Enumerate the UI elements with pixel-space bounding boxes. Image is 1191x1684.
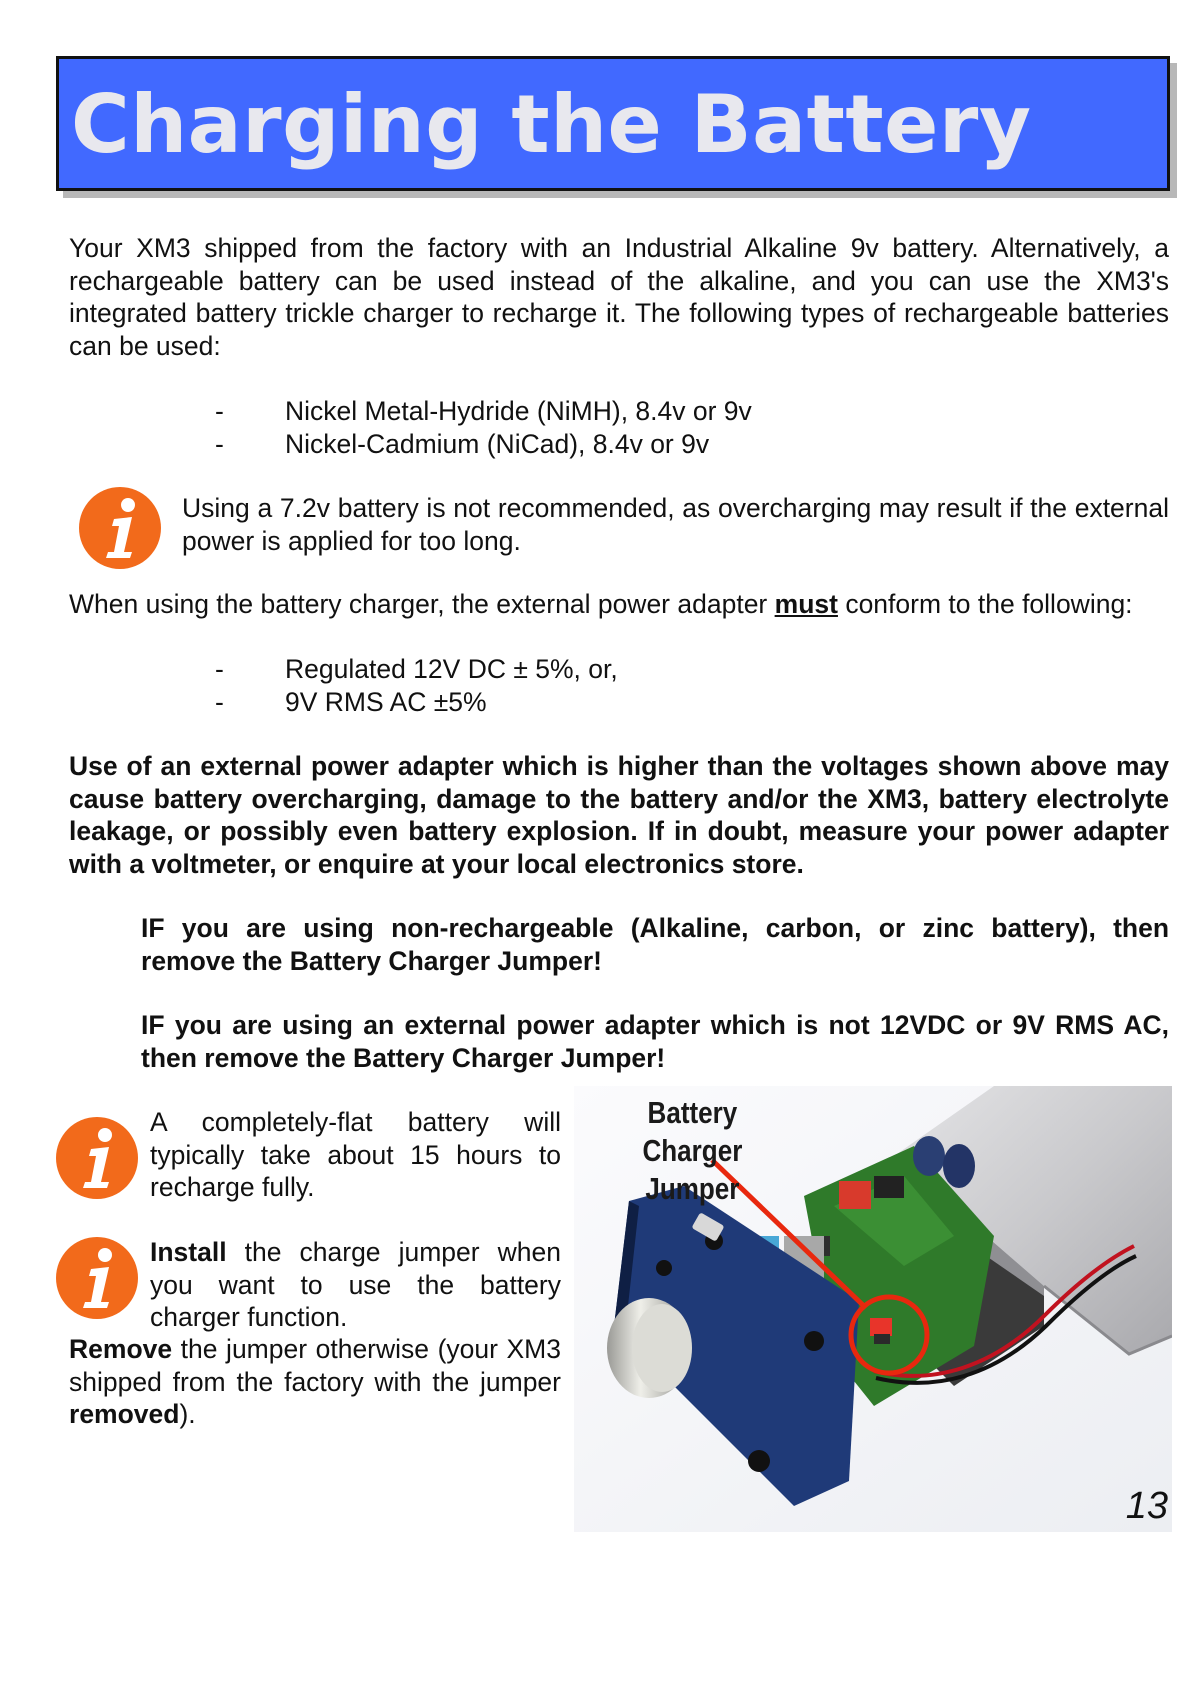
battery-type-nimh: Nickel Metal-Hydride (NiMH), 8.4v or 9v [285,396,752,426]
battery-types-list [69,395,1169,460]
note-flat-battery: A completely-flat battery will typically take about 15 hours to recharge fully. [150,1107,561,1202]
warning-paragraph: Use of an external power adapter which is higher than the voltages shown above may cause battery overcharging, damage to the battery and/or the XM3, battery electrolyte leakage, or possibly even battery explosion. If in doubt, measure your power adapter with a voltmeter, or enquire at your local electronics store. [69,751,1169,879]
intro-paragraph: Your XM3 shipped from the factory with an Industrial Alkaline 9v battery. Alternatively, a rechargeable battery can be used instead of the alkaline, and you can use the XM3's integrated battery trickle charger to recharge it. The following types of rechargeable batteries can be used: [69,233,1169,361]
charger-jumper [870,1318,892,1336]
title-banner [56,56,1170,191]
remove-jumper-note: Remove the jumper otherwise (your XM3 shipped from the factory with the jumper removed). [69,1334,561,1429]
page-number: 13 [1125,1485,1168,1527]
list-item: - Regulated 12V DC ± 5%, or, [215,654,618,684]
list-item: - Nickel Metal-Hydride (NiMH), 8.4v or 9v [215,396,752,426]
photo-caption: Battery Charger Jumper [642,1095,743,1206]
adapter-paragraph: When using the battery charger, the external power adapter must conform to the following: [69,589,1133,619]
note-install-jumper: Install the charge jumper when you want to use the battery charger function. [150,1237,561,1332]
must-emphasis: must [774,589,838,619]
page-title: Charging the Battery [71,78,1032,171]
info-icon [55,1236,139,1320]
info-icon [55,1116,139,1200]
spec-12v-dc: Regulated 12V DC ± 5%, or, [285,654,618,684]
adapter-specs-list [69,653,1169,718]
jumper-rule-adapter: IF you are using an external power adapter which is not 12VDC or 9V RMS AC, then remove the Battery Charger Jumper! [141,1010,1169,1073]
list-item: - 9V RMS AC ±5% [215,686,487,717]
battery-type-nicad: Nickel-Cadmium (NiCad), 8.4v or 9v [285,428,710,459]
note-72v: Using a 7.2v battery is not recommended, as overcharging may result if the external power is applied for too long. [182,493,1169,556]
info-icon [78,486,162,570]
list-item: - Nickel-Cadmium (NiCad), 8.4v or 9v [215,428,710,459]
spec-9v-ac: 9V RMS AC ±5% [285,686,487,717]
jumper-rule-non-rechargeable: IF you are using non-rechargeable (Alkaline, carbon, or zinc battery), then remove the Battery Charger Jumper! [141,913,1169,976]
